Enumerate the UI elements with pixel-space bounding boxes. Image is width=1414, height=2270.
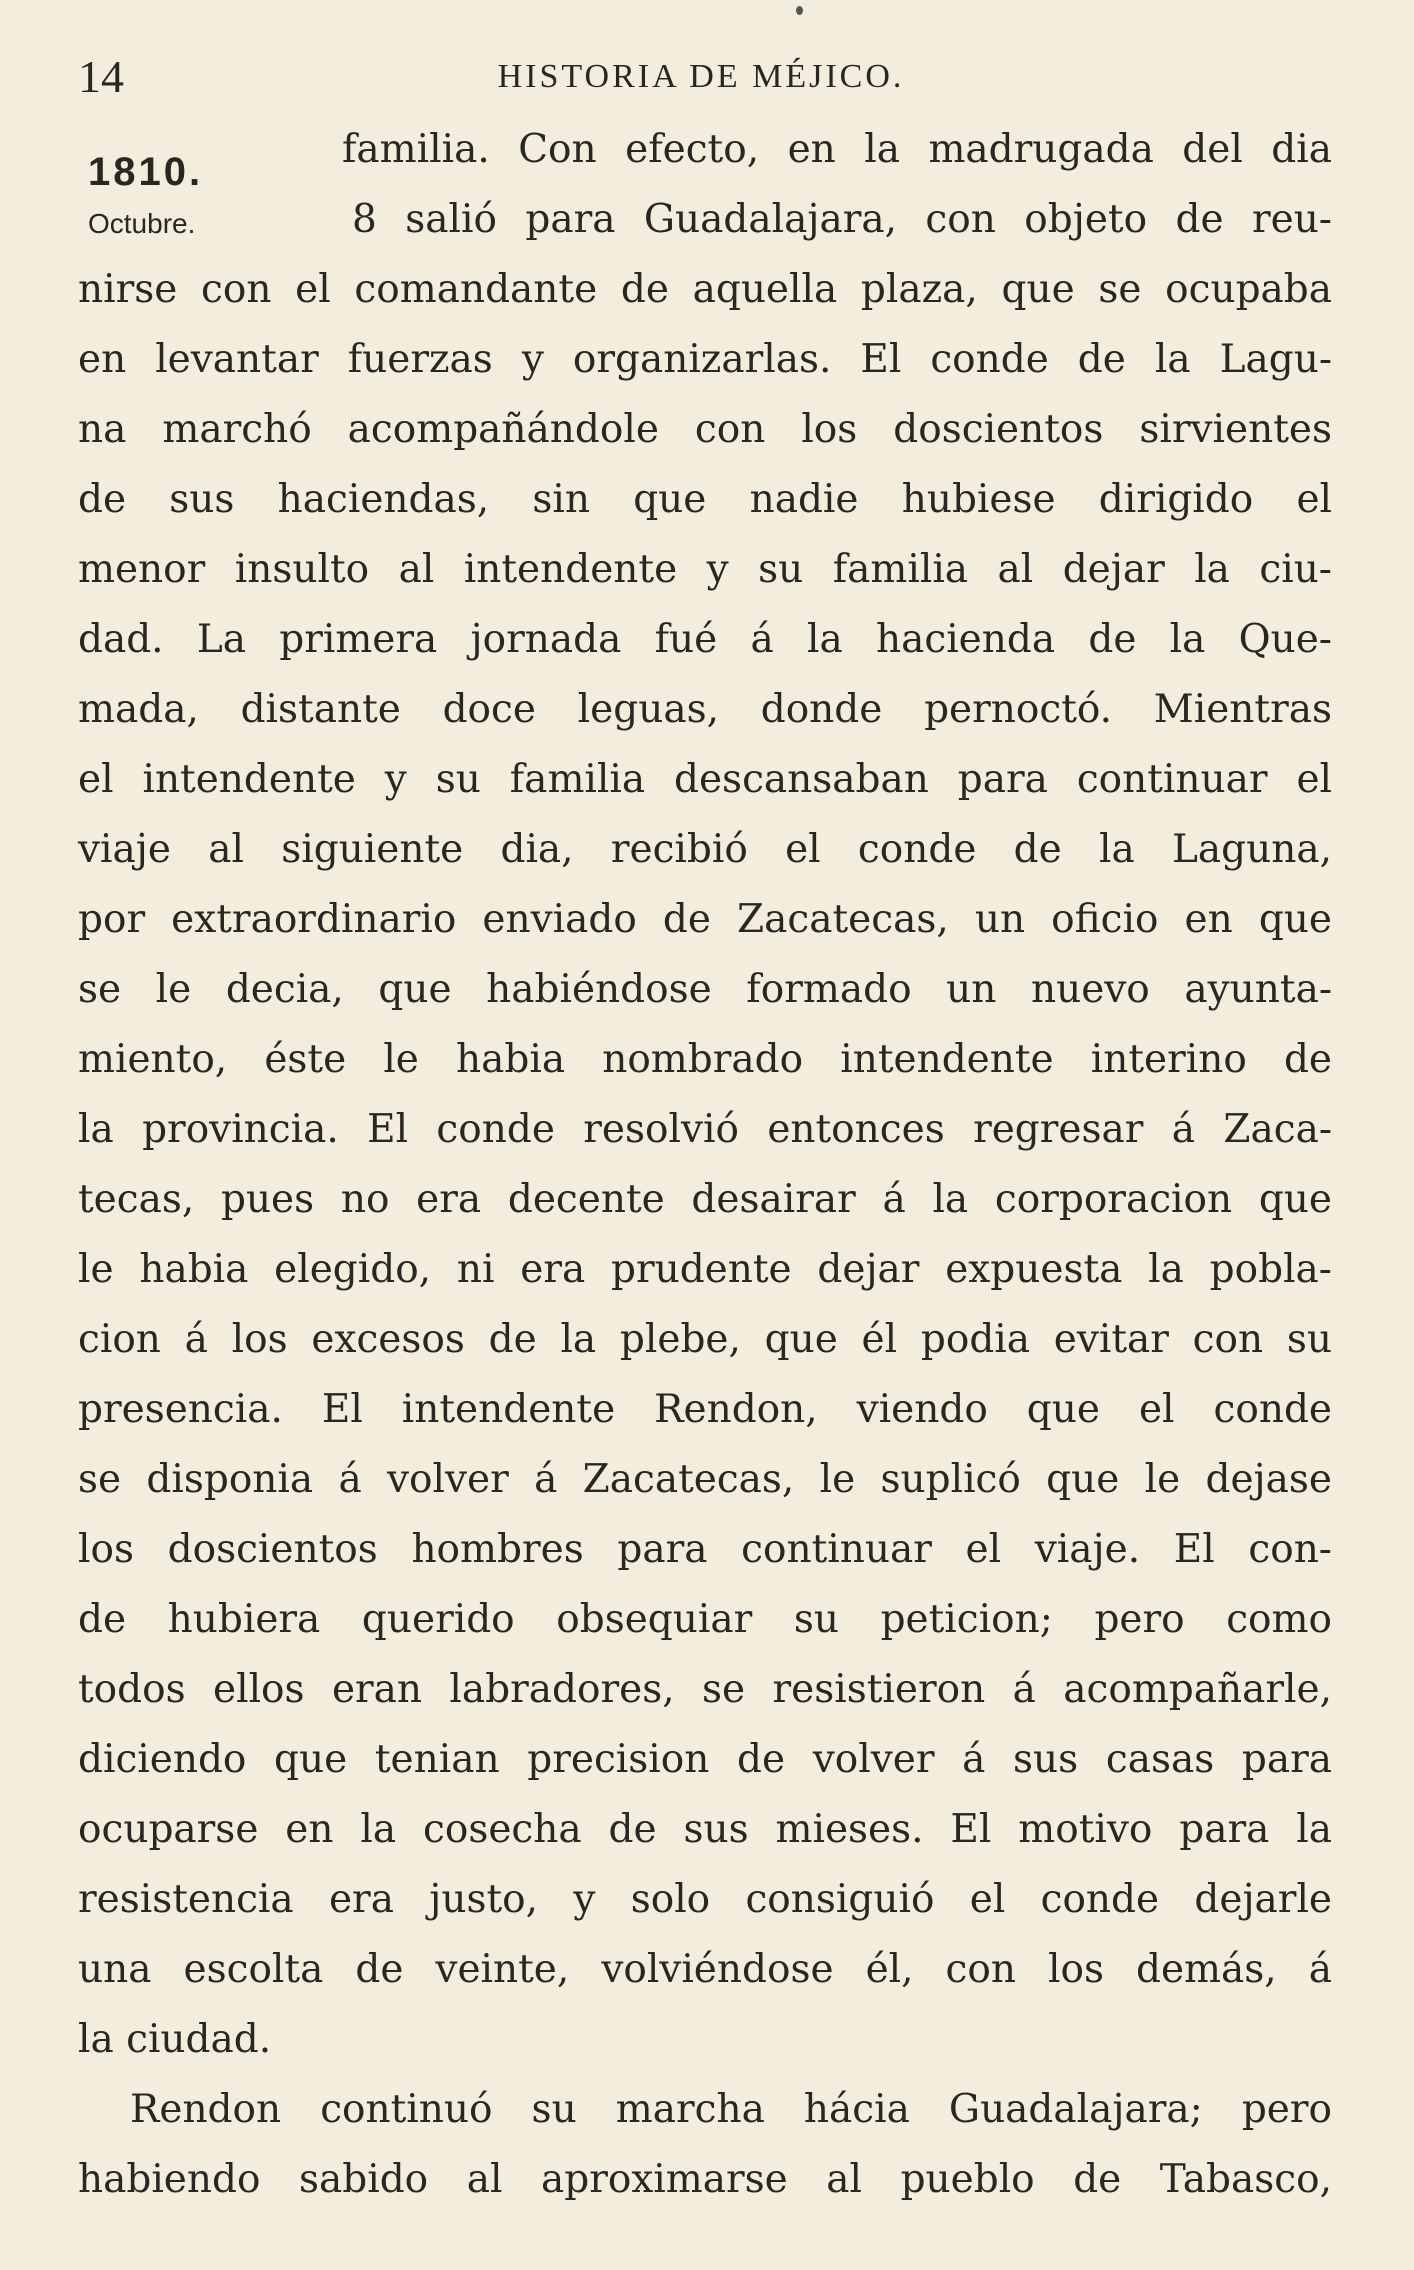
text-line: la provincia. El conde resolvió entonces regresar á Zaca- (78, 1107, 1332, 1152)
text-line: 8 salió para Guadalajara, con objeto de reu- (352, 197, 1332, 242)
text-line: menor insulto al intendente y su familia al dejar la ciu- (78, 547, 1332, 592)
text-line: cion á los excesos de la plebe, que él podia evitar con su (78, 1317, 1332, 1362)
text-line: en levantar fuerzas y organizarlas. El conde de la Lagu- (78, 337, 1332, 382)
text-line: familia. Con efecto, en la madrugada del dia (342, 127, 1332, 172)
text-line: todos ellos eran labradores, se resistieron á acompañarle, (78, 1667, 1332, 1712)
text-line: la ciudad. (78, 2017, 272, 2062)
text-line: resistencia era justo, y solo consiguió el conde dejarle (78, 1877, 1332, 1922)
text-line: le habia elegido, ni era prudente dejar expuesta la pobla- (78, 1247, 1332, 1292)
page-header (78, 42, 1324, 112)
text-line: Rendon continuó su marcha hácia Guadalajara; pero (130, 2087, 1332, 2132)
text-line: mada, distante doce leguas, donde pernoctó. Mientras (78, 687, 1332, 732)
text-line: de sus haciendas, sin que nadie hubiese dirigido el (78, 477, 1332, 522)
text-line: na marchó acompañándole con los doscientos sirvientes (78, 407, 1332, 452)
text-line: de hubiera querido obsequiar su peticion; pero como (78, 1597, 1332, 1642)
text-line: por extraordinario enviado de Zacatecas, un oficio en que (78, 897, 1332, 942)
text-line: presencia. El intendente Rendon, viendo que el conde (78, 1387, 1332, 1432)
text-line: habiendo sabido al aproximarse al pueblo de Tabasco, (78, 2157, 1332, 2202)
text-line: nirse con el comandante de aquella plaza, que se ocupaba (78, 267, 1332, 312)
marginal-date (88, 148, 338, 244)
running-head: HISTORIA DE MÉJICO. (497, 58, 905, 95)
text-line: se le decia, que habiéndose formado un nuevo ayunta- (78, 967, 1332, 1012)
margin-year: 1810. (88, 150, 204, 194)
text-line: viaje al siguiente dia, recibió el conde de la Laguna, (78, 827, 1332, 872)
text-line: una escolta de veinte, volviéndose él, con los demás, á (78, 1947, 1332, 1992)
text-line: miento, éste le habia nombrado intendente interino de (78, 1037, 1332, 1082)
text-line: ocuparse en la cosecha de sus mieses. El motivo para la (78, 1807, 1332, 1852)
ink-speck (796, 6, 803, 15)
text-line: el intendente y su familia descansaban para continuar el (78, 757, 1332, 802)
text-line: tecas, pues no era decente desairar á la corporacion que (78, 1177, 1332, 1222)
page-number: 14 (78, 51, 124, 102)
text-line: diciendo que tenian precision de volver á sus casas para (78, 1737, 1332, 1782)
text-line: se disponia á volver á Zacatecas, le suplicó que le dejase (78, 1457, 1332, 1502)
margin-month: Octubre. (88, 208, 196, 239)
text-line: dad. La primera jornada fué á la hacienda de la Que- (78, 617, 1332, 662)
text-line: los doscientos hombres para continuar el viaje. El con- (78, 1527, 1332, 1572)
